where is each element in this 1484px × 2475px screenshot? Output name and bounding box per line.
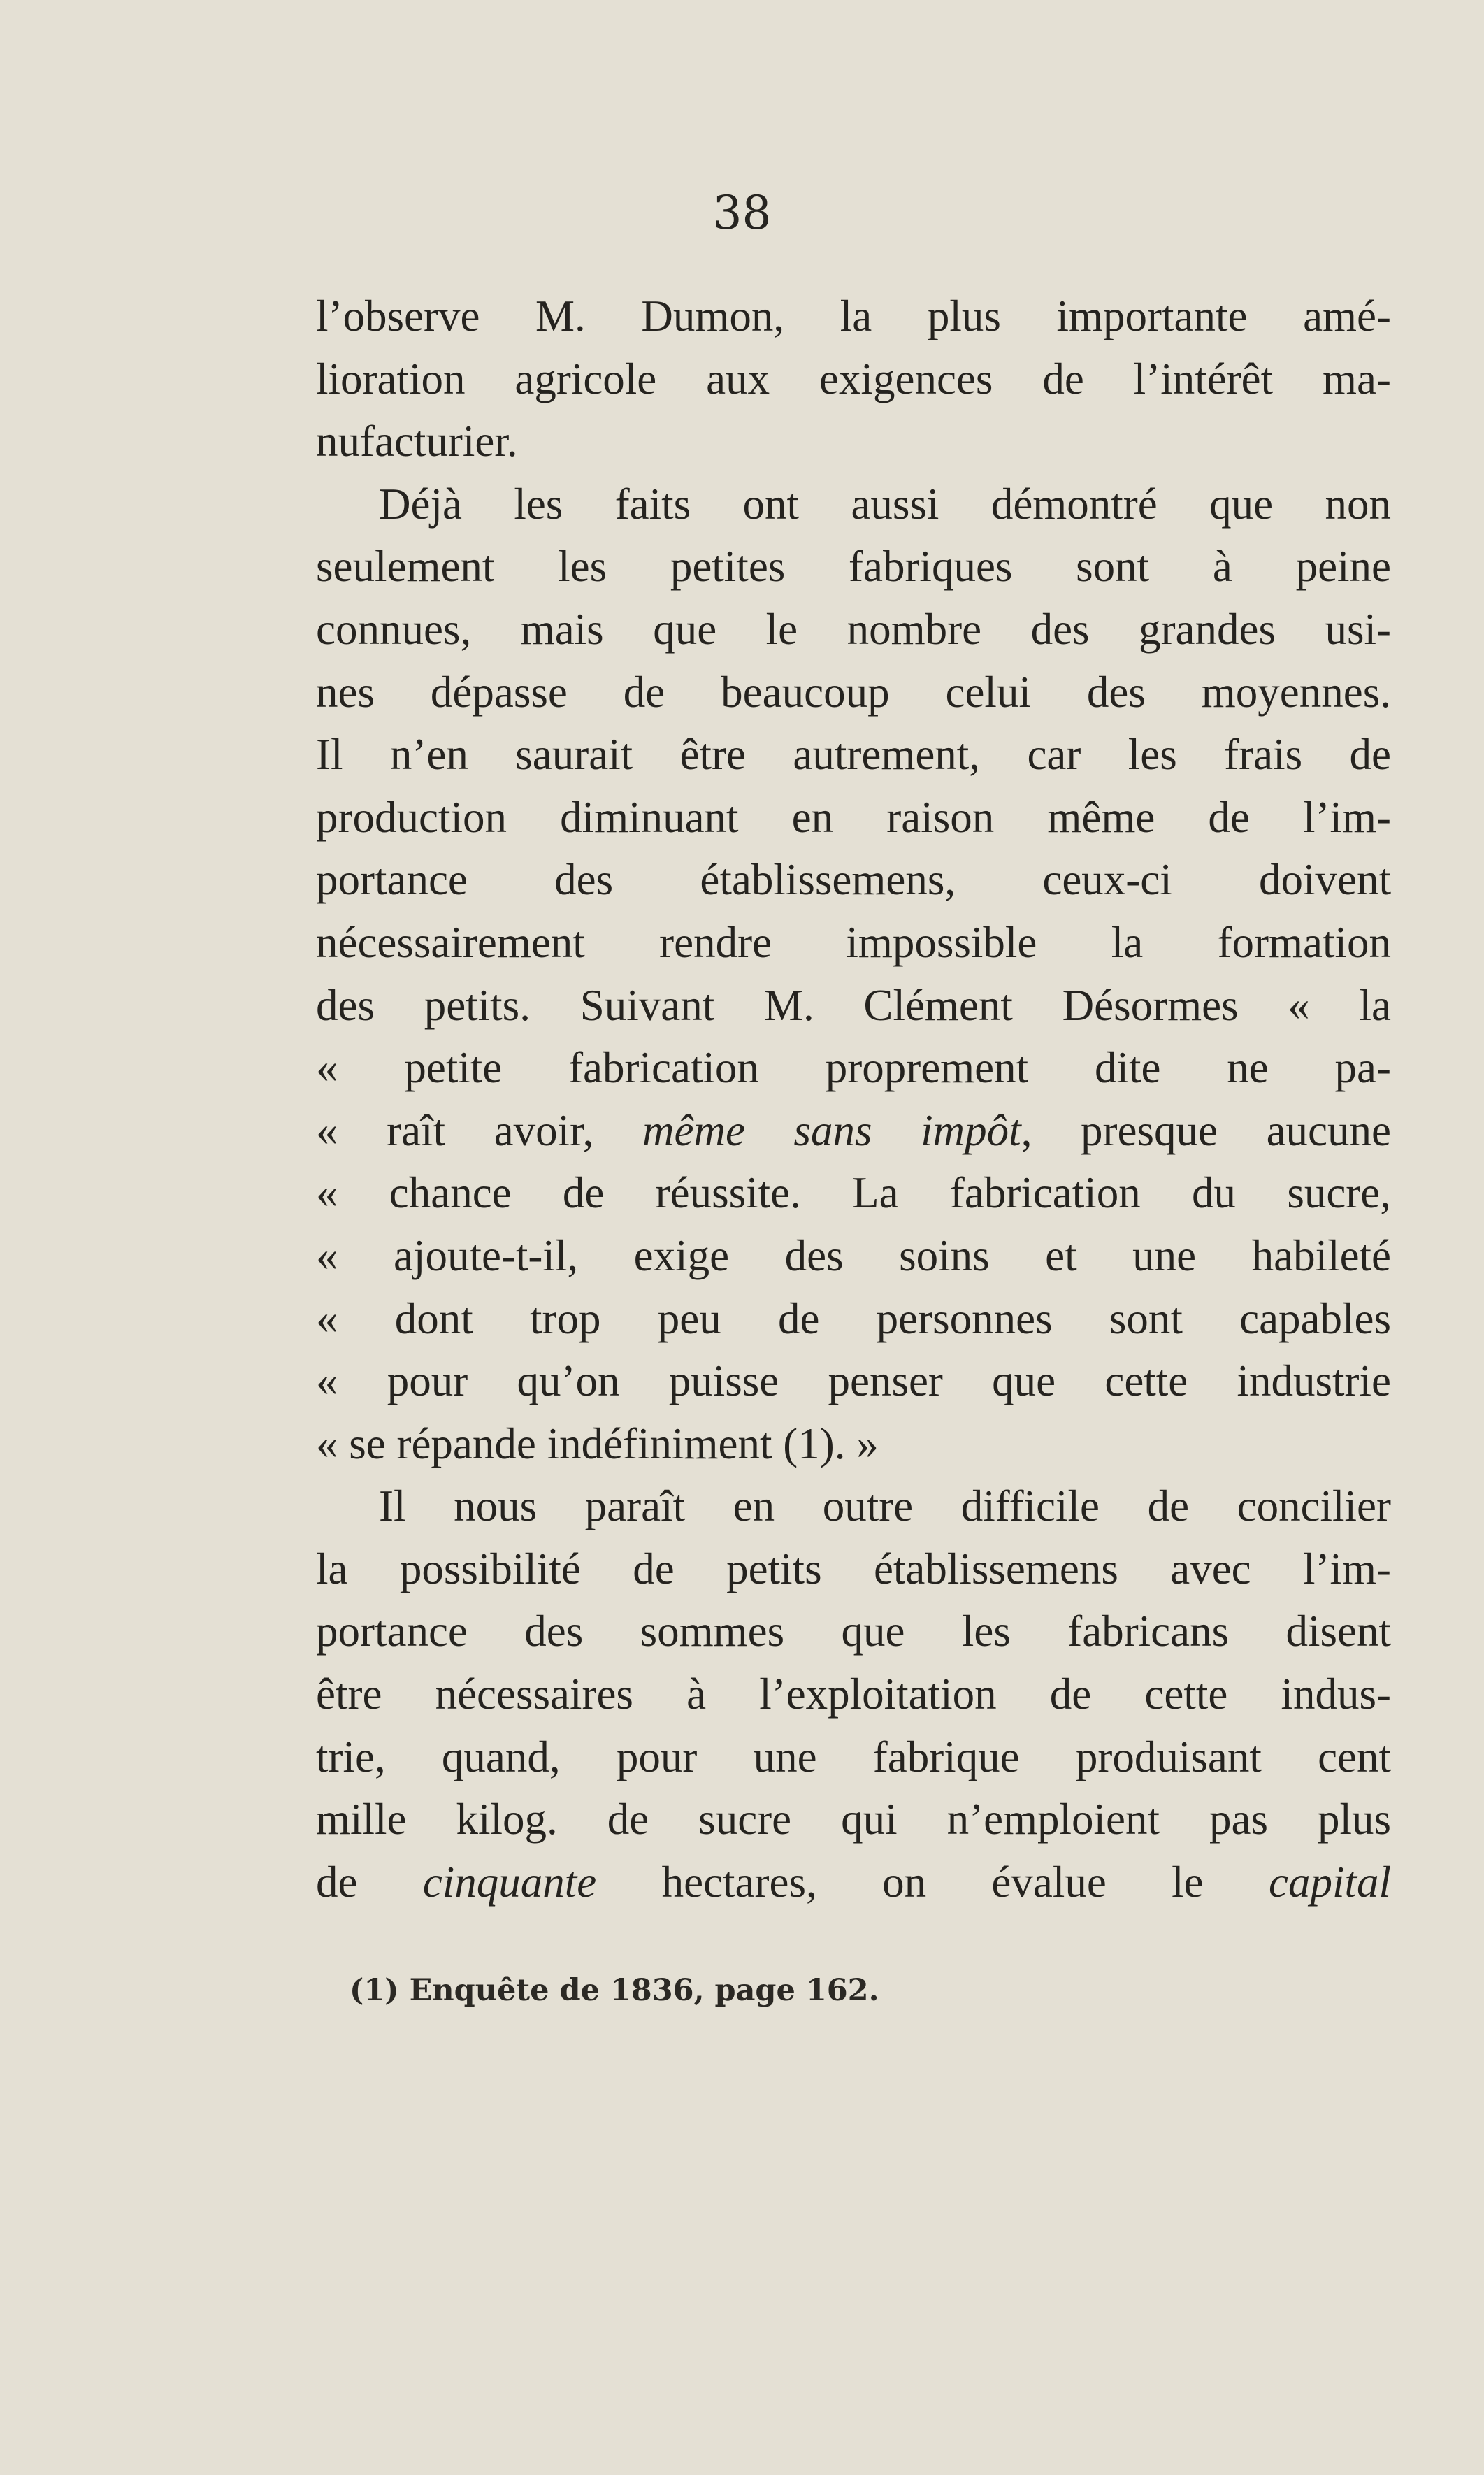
text-line: « ajoute-t-il, exige des soins et une habileté: [316, 1231, 1391, 1280]
text-line: seulement les petites fabriques sont à peine: [316, 542, 1391, 591]
text-line: « se répande indéfiniment (1). »: [316, 1419, 879, 1468]
text-run: « raît avoir,: [316, 1105, 642, 1155]
text-line: « chance de réussite. La fabrication du sucre,: [316, 1168, 1391, 1218]
text-run: de: [316, 1857, 423, 1907]
text-line: l’observe M. Dumon, la plus importante amé-: [316, 292, 1391, 340]
text-line: « pour qu’on puisse penser que cette industrie: [316, 1356, 1391, 1406]
text-line: nufacturier.: [316, 417, 518, 466]
text-line: Il nous paraît en outre difficile de concilier: [379, 1482, 1391, 1531]
text-line: nes dépasse de beaucoup celui des moyennes.: [316, 667, 1391, 717]
body-text: [316, 285, 1391, 1914]
text-line: trie, quand, pour une fabrique produisant cent: [316, 1732, 1391, 1781]
text-line: la possibilité de petits établissemens avec l’im-: [316, 1544, 1391, 1593]
text-line: [316, 1100, 1391, 1163]
page-number: 38: [712, 186, 772, 240]
italic-run: même sans impôt: [642, 1105, 1021, 1155]
text-line: portance des établissemens, ceux-ci doivent: [316, 855, 1391, 905]
text-run: , presque aucune: [1021, 1105, 1391, 1155]
italic-run: capital: [1269, 1857, 1391, 1907]
text-line: lioration agricole aux exigences de l’intérêt ma-: [316, 354, 1391, 403]
text-line: [316, 1851, 1391, 1914]
text-line: nécessairement rendre impossible la formation: [316, 917, 1391, 967]
italic-run: cinquante: [422, 1857, 597, 1907]
text-line: portance des sommes que les fabricans disent: [316, 1607, 1391, 1656]
text-line: connues, mais que le nombre des grandes usi-: [316, 604, 1391, 654]
footnote: (1) Enquête de 1836, page 162.: [350, 1973, 879, 2008]
text-run: hectares, on évalue le: [596, 1857, 1269, 1907]
text-line: mille kilog. de sucre qui n’emploient pas plus: [316, 1795, 1391, 1844]
text-line: production diminuant en raison même de l’im-: [316, 792, 1391, 842]
text-line: Il n’en saurait être autrement, car les frais de: [316, 730, 1391, 780]
text-line: « dont trop peu de personnes sont capables: [316, 1293, 1391, 1343]
text-line: « petite fabrication proprement dite ne pa-: [316, 1043, 1391, 1093]
text-line: des petits. Suivant M. Clément Désormes « la: [316, 980, 1391, 1030]
text-line: Déjà les faits ont aussi démontré que non: [379, 479, 1391, 529]
text-line: être nécessaires à l’exploitation de cette indus-: [316, 1670, 1391, 1719]
